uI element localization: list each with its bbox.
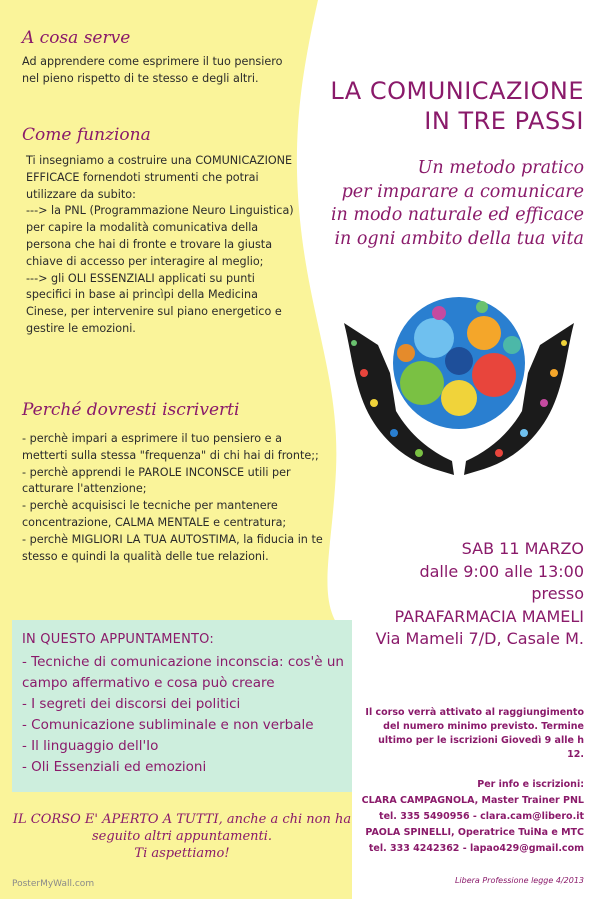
contacts-heading: Per info e iscrizioni: — [477, 779, 584, 790]
appointment-item: - Oli Essenziali ed emozioni — [22, 759, 207, 775]
appointment-title: IN QUESTO APPUNTAMENTO: — [22, 632, 214, 647]
section-text-how: Ti insegniamo a costruire una COMUNICAZIONE EFFICACE fornendoti strumenti che potrai utilizzare da subito: ---> la PNL (Programmazione Neuro Linguistica) per capire la modalità comunicativa della persona che hai di fronte e trovare la giusta chiave di accesso per interagire al meglio; ---> gli OLI ESSENZIALI applicati su punti specifici in base ai princìpi della Medicina Cinese, per intervenire sul piano energetico e gestire le emozioni. — [26, 154, 294, 335]
subtitle-line: per imparare a comunicare — [341, 181, 584, 202]
brand-watermark: PosterMyWall.com — [12, 879, 95, 889]
contact-name: CLARA CAMPAGNOLA, Master Trainer PNL — [361, 795, 584, 806]
subtitle-line: in ogni ambito della tua vita — [334, 228, 584, 249]
subtitle-line: Un metodo pratico — [417, 158, 584, 178]
event-address: Via Mameli 7/D, Casale M. — [375, 629, 584, 648]
event-date: SAB 11 MARZO — [461, 539, 584, 558]
title-line: LA COMUNICAZIONE — [330, 77, 584, 105]
contacts-block — [362, 777, 584, 857]
activation-notice: Il corso verrà attivato al raggiungimento del numero minimo previsto. Termine ultimo per le iscrizioni Giovedì 9 alle h 12. — [365, 707, 584, 760]
open-to-all-text: IL CORSO E' APERTO A TUTTI, anche a chi non ha seguito altri appuntamenti. Ti aspettiamo! — [12, 812, 352, 861]
event-info — [376, 538, 584, 651]
legal-note: Libera Professione legge 4/2013 — [454, 876, 584, 885]
section-text-why: - perchè impari a esprimere il tuo pensiero e a metterti sulla stessa "frequenza" di chi hai di fronte;; - perchè apprendi le PAROLE INCONSCE utili per catturare l'attenzione; - perchè acquisisci le tecniche per mantenere concentrazione, CALMA MENTALE e centratura; - perchè MIGLIORI LA TUA AUTOSTIMA, la fiducia in te stesso e quindi la qualità delle tue relazioni. — [22, 432, 323, 563]
section-text-purpose: Ad apprendere come esprimere il tuo pensiero nel pieno rispetto di te stesso e degli altri. — [22, 55, 283, 85]
subtitle — [284, 157, 584, 251]
appointment-item: - Tecniche di comunicazione inconscia: cos'è un campo affermativo e cosa può creare — [22, 654, 344, 691]
hands-holding-world-illustration — [334, 283, 584, 488]
contact-details: tel. 333 4242362 - lapao429@gmail.com — [368, 843, 584, 854]
contact-name: PAOLA SPINELLI, Operatrice TuiNa e MTC — [365, 827, 584, 838]
appointment-item: - Comunicazione subliminale e non verbale — [22, 717, 314, 733]
event-venue: PARAFARMACIA MAMELI — [394, 606, 584, 626]
event-presso: presso — [531, 584, 584, 603]
page-title — [330, 76, 584, 136]
section-heading-how: Come funziona — [22, 125, 151, 145]
appointment-list — [22, 652, 347, 778]
appointment-item: - Il linguaggio dell'Io — [22, 738, 159, 754]
contact-details: tel. 335 5490956 - clara.cam@libero.it — [379, 811, 584, 822]
appointment-item: - I segreti dei discorsi dei politici — [22, 696, 241, 712]
section-heading-why: Perché dovresti iscriverti — [22, 400, 240, 420]
subtitle-line: in modo naturale ed efficace — [330, 205, 584, 225]
title-line: IN TRE PASSI — [424, 107, 584, 135]
event-time: dalle 9:00 alle 13:00 — [419, 561, 584, 581]
section-heading-purpose: A cosa serve — [22, 28, 131, 48]
